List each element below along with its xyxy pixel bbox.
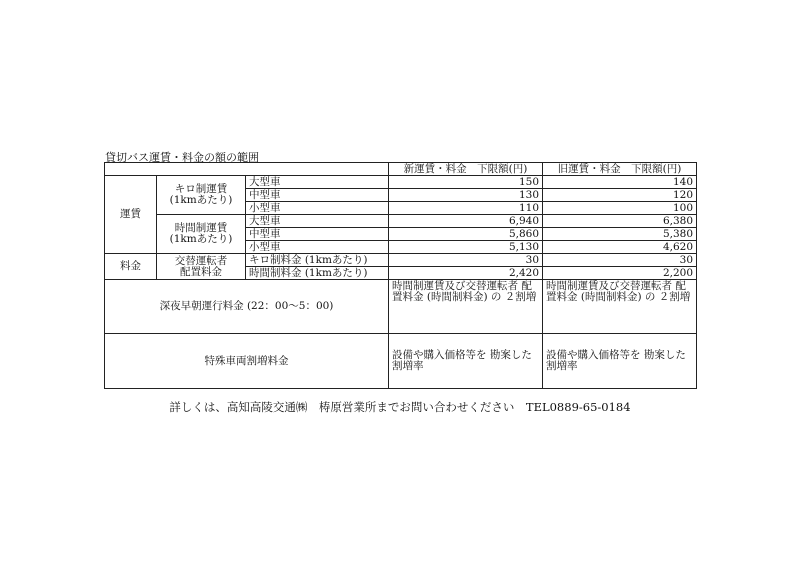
fee-name: キロ制料金 (1kmあたり) — [246, 254, 389, 267]
header-row — [105, 163, 697, 176]
vehicle-name: 大型車 — [246, 176, 389, 189]
table-row — [105, 280, 697, 334]
tokushu-new: 設備や購入価格等を 勘案した割増率 — [389, 334, 543, 389]
kiro-label: キロ制運賃 (1kmあたり) — [157, 176, 246, 215]
table-caption: 貸切バス運賃・料金の額の範囲 — [105, 151, 259, 164]
vehicle-name: 小型車 — [246, 202, 389, 215]
vehicle-name: 中型車 — [246, 189, 389, 202]
shinya-old: 時間制運賃及び交替運転者 配置料金 (時間制料金) の ２割増 — [543, 280, 697, 334]
new-value: 6,940 — [389, 215, 543, 228]
ryokin-label: 料金 — [105, 254, 157, 280]
fare-table — [104, 162, 697, 389]
new-value: 30 — [389, 254, 543, 267]
contact-footer: 詳しくは、高知高陵交通㈱ 梼原営業所までお問い合わせください TEL0889-65-0184 — [169, 400, 631, 414]
tokushu-old: 設備や購入価格等を 勘案した割増率 — [543, 334, 697, 389]
table-row — [105, 215, 697, 228]
jikan-label: 時間制運賃 (1kmあたり) — [157, 215, 246, 254]
old-value: 2,200 — [543, 267, 697, 280]
new-value: 130 — [389, 189, 543, 202]
old-value: 30 — [543, 254, 697, 267]
vehicle-name: 中型車 — [246, 228, 389, 241]
new-value: 2,420 — [389, 267, 543, 280]
shinya-new: 時間制運賃及び交替運転者 配置料金 (時間制料金) の ２割増 — [389, 280, 543, 334]
new-value: 110 — [389, 202, 543, 215]
old-value: 6,380 — [543, 215, 697, 228]
unchin-label: 運賃 — [105, 176, 157, 254]
fee-name: 時間制料金 (1kmあたり) — [246, 267, 389, 280]
old-value: 140 — [543, 176, 697, 189]
table-row — [105, 254, 697, 267]
shinya-label: 深夜早朝運行料金 (22：00～5：00) — [105, 280, 389, 334]
vehicle-name: 小型車 — [246, 241, 389, 254]
old-value: 100 — [543, 202, 697, 215]
new-value: 5,130 — [389, 241, 543, 254]
vehicle-name: 大型車 — [246, 215, 389, 228]
old-col-header: 旧運賃・料金 下限額(円) — [543, 163, 697, 176]
table-row — [105, 334, 697, 389]
old-value: 4,620 — [543, 241, 697, 254]
header-blank — [105, 163, 389, 176]
old-value: 120 — [543, 189, 697, 202]
new-value: 5,860 — [389, 228, 543, 241]
tokushu-label: 特殊車両割増料金 — [105, 334, 389, 389]
new-col-header: 新運賃・料金 下限額(円) — [389, 163, 543, 176]
old-value: 5,380 — [543, 228, 697, 241]
kotai-label: 交替運転者 配置料金 — [157, 254, 246, 280]
table-row — [105, 176, 697, 189]
new-value: 150 — [389, 176, 543, 189]
